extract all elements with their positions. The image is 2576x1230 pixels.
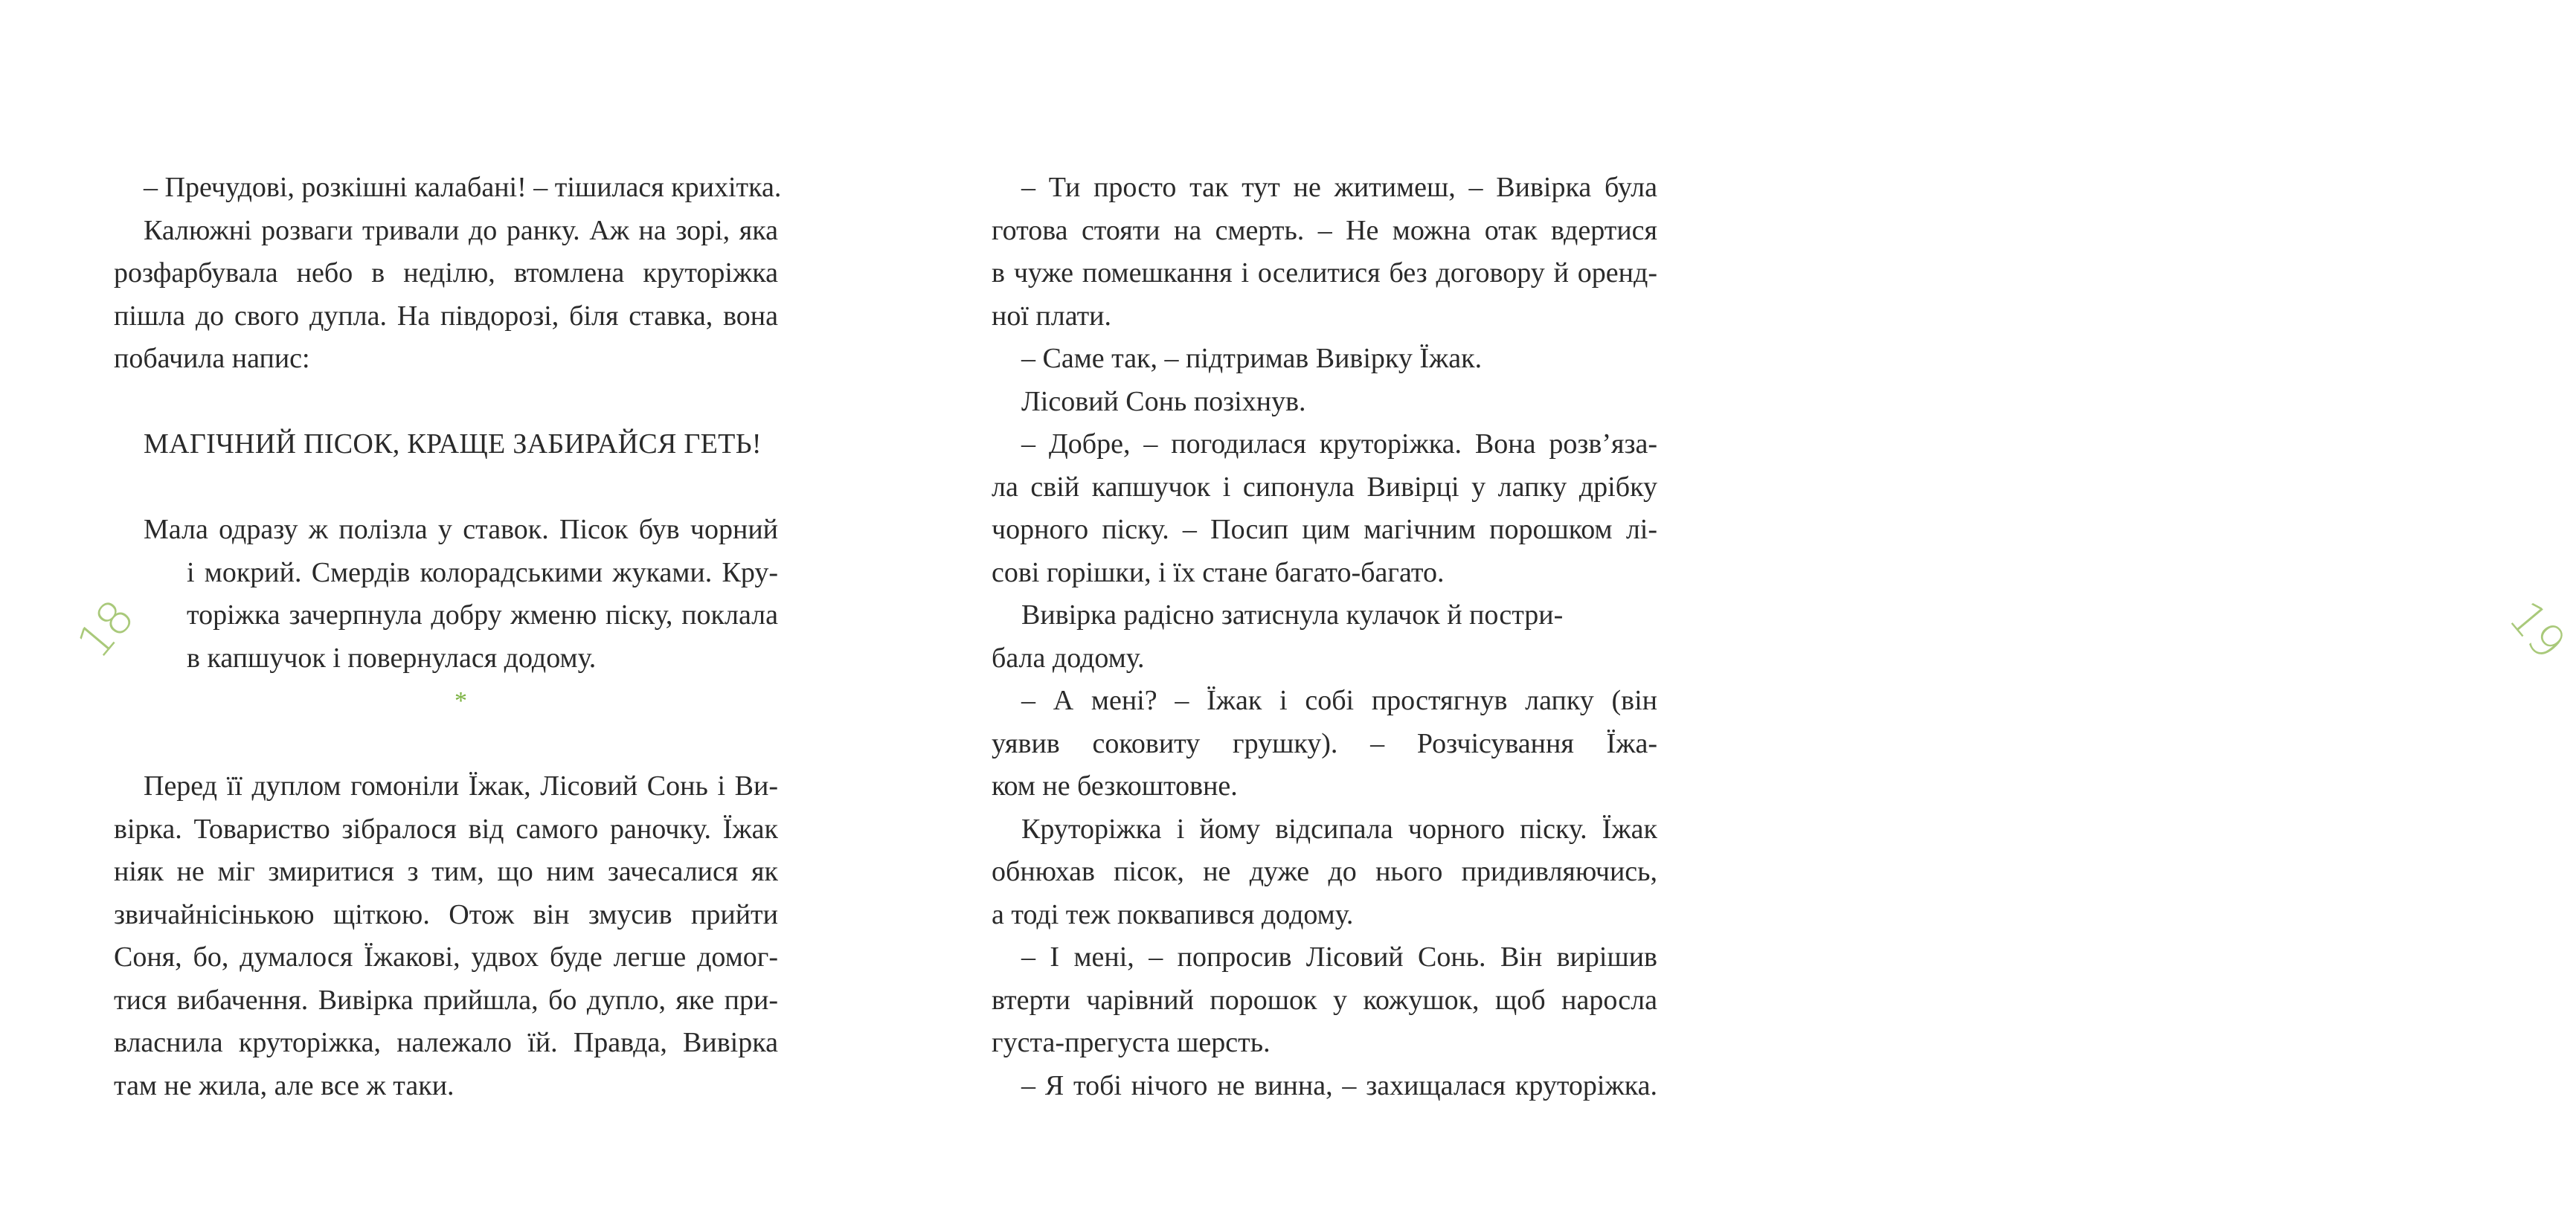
text-line: вірка. Товариство зібралося від самого раночку. Їжак	[114, 813, 778, 845]
spacer	[114, 466, 778, 509]
text-line: Вивірка радісно затиснула кулачок й постри-	[1021, 599, 1564, 631]
text-line: Перед її дуплом гомоніли Їжак, Лісовий Сонь і Ви-	[144, 770, 778, 802]
right-text-column	[992, 167, 1657, 1107]
text-line: – І мені, – попросив Лісовий Сонь. Він вирішив	[1021, 941, 1657, 973]
text-line: густа-прегуста шерсть.	[992, 1027, 1271, 1058]
text-line: втерти чарівний порошок у кожушок, щоб наросла	[992, 984, 1657, 1016]
text-line: ніяк не міг змиритися з тим, що ним зачесалися як	[114, 856, 778, 887]
spacer	[114, 381, 778, 424]
text-line: в чуже помешкання і оселитися без договору й оренд-	[992, 257, 1657, 289]
text-line: Соня, бо, думалося Їжакові, удвох буде легше домог-	[114, 941, 778, 973]
text-line: власнила круторіжка, належало їй. Правда, Вивірка	[114, 1027, 778, 1058]
text-line: тися вибачення. Вивірка прийшла, бо дупло, яке при-	[114, 984, 778, 1016]
right-page	[879, 0, 2576, 1230]
text-line: звичайнісінькою щіткою. Отож він змусив прийти	[114, 898, 778, 930]
left-text-column	[114, 167, 782, 1107]
section-separator-star: *	[455, 687, 467, 715]
text-line: Калюжні розваги тривали до ранку. Аж на зорі, яка	[144, 214, 778, 246]
text-line: там не жила, але все ж таки.	[114, 1069, 455, 1101]
text-line: сові горішки, і їх стане багато-багато.	[992, 556, 1445, 588]
text-line: – Ти просто так тут не житимеш, – Вивірка була	[1021, 172, 1657, 203]
left-page	[0, 0, 879, 1230]
text-line: розфарбувала небо в неділю, втомлена круторіжка	[114, 257, 778, 289]
text-line: в капшучок і повернулася додому.	[187, 642, 597, 674]
page-number-right: 19	[2498, 590, 2576, 669]
text-line: Мала одразу ж полізла у ставок. Пісок був чорний	[144, 514, 778, 545]
text-line: а тоді теж поквапився додому.	[992, 898, 1354, 930]
text-line: Круторіжка і йому відсипала чорного піску. Їжак	[1021, 813, 1657, 845]
text-line: побачила напис:	[114, 343, 310, 374]
sign-text: МАГІЧНИЙ ПІСОК, КРАЩЕ ЗАБИРАЙСЯ ГЕТЬ!	[144, 428, 762, 460]
text-line: ла свій капшучок і сипонула Вивірці у лапку дрібку	[992, 471, 1657, 503]
text-line: Лісовий Сонь позіхнув.	[1021, 385, 1306, 417]
text-line: обнюхав пісок, не дуже до нього придивляючись,	[992, 856, 1657, 887]
text-line: чорного піску. – Посип цим магічним порошком лі-	[992, 514, 1657, 545]
text-line: готова стояти на смерть. – Не можна отак вдертися	[992, 214, 1657, 246]
page-number-left: 18	[66, 590, 144, 669]
text-line: торіжка зачерпнула добру жменю піску, поклала	[187, 599, 778, 631]
text-line: і мокрий. Смердів колорадськими жуками. Кру-	[187, 556, 778, 588]
text-line: – Пречудові, розкішні калабані! – тішилася крихітка.	[144, 172, 782, 203]
text-line: уявив соковиту грушку). – Розчісування Їжа-	[992, 727, 1657, 759]
text-line: ком не безкоштовне.	[992, 770, 1238, 802]
text-line: ної плати.	[992, 300, 1112, 332]
spacer	[114, 723, 778, 766]
text-line: – А мені? – Їжак і собі простягнув лапку (він	[1021, 685, 1657, 716]
text-line: – Добре, – погодилася круторіжка. Вона розв’яза-	[1021, 428, 1657, 460]
text-line: – Саме так, – підтримав Вивірку Їжак.	[1021, 343, 1483, 374]
text-line: бала додому.	[992, 642, 1145, 674]
text-line: – Я тобі нічого не винна, – захищалася круторіжка.	[1021, 1069, 1657, 1101]
text-line: пішла до свого дупла. На півдорозі, біля ставка, вона	[114, 300, 778, 332]
